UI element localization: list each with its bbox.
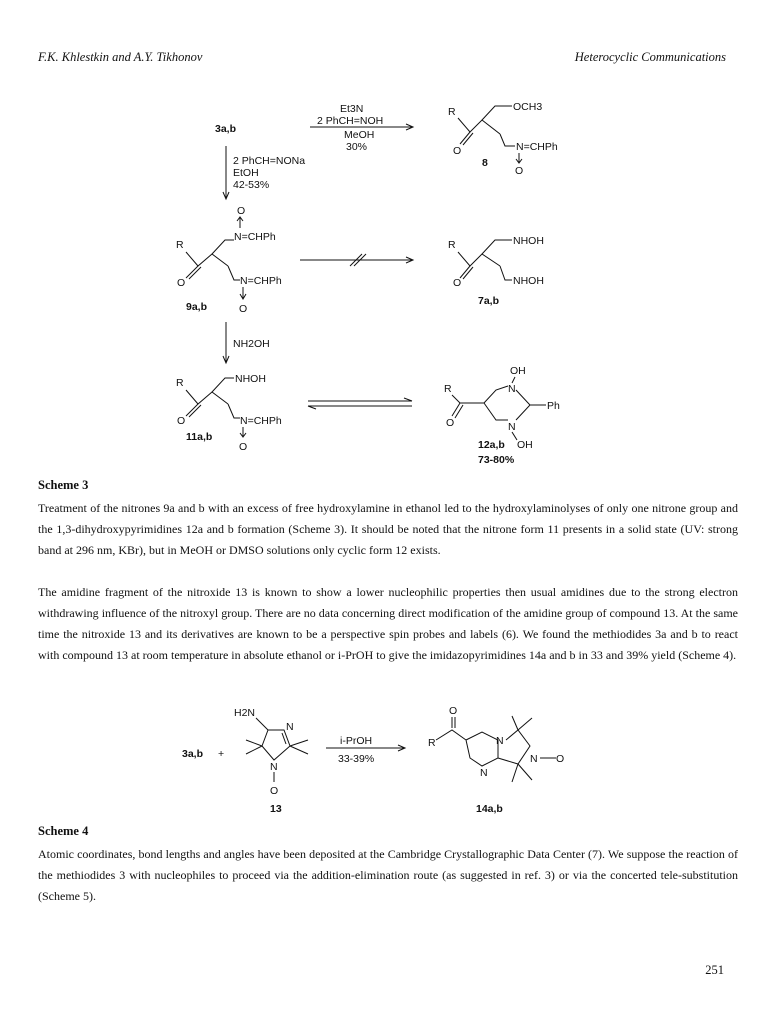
svg-text:O: O <box>453 277 462 289</box>
reagent-iproh: i-PrOH <box>340 735 373 747</box>
running-head-authors: F.K. Khlestkin and A.Y. Tikhonov <box>38 50 203 64</box>
structure-14 <box>428 705 564 815</box>
label-12ab: 12a,b <box>478 439 505 451</box>
reagent-meoh: MeOH <box>344 129 375 141</box>
svg-text:N: N <box>508 383 516 395</box>
svg-text:N: N <box>496 735 504 747</box>
structure-7 <box>448 235 544 307</box>
scheme-4-diagram <box>0 700 776 820</box>
svg-text:R: R <box>444 383 452 395</box>
page-number: 251 <box>705 963 724 977</box>
label-3ab: 3a,b <box>215 123 237 135</box>
structure-12 <box>444 365 560 466</box>
structure-11 <box>176 373 282 453</box>
reagent-phchnona: 2 PhCH=NONa <box>233 155 306 167</box>
svg-text:H2N: H2N <box>234 707 256 719</box>
reagent-yield-30: 30% <box>346 141 368 153</box>
svg-text:O: O <box>515 165 524 177</box>
svg-text:O: O <box>453 145 462 157</box>
label-3ab-s4: 3a,b <box>182 748 204 760</box>
svg-text:O: O <box>449 705 458 717</box>
yield-12: 73-80% <box>478 454 515 466</box>
svg-text:O: O <box>177 277 186 289</box>
svg-text:O: O <box>177 415 186 427</box>
svg-text:N: N <box>530 753 538 765</box>
svg-text:R: R <box>176 239 184 251</box>
running-head-journal: Heterocyclic Communications <box>574 50 726 64</box>
svg-text:NHOH: NHOH <box>513 235 544 247</box>
svg-text:N=CHPh: N=CHPh <box>516 141 558 153</box>
label-7ab: 7a,b <box>478 295 500 307</box>
scheme-3-diagram <box>0 90 776 480</box>
svg-text:O: O <box>270 785 279 797</box>
svg-text:O: O <box>239 303 248 315</box>
paragraph-2: The amidine fragment of the nitroxide 13 is known to show a lower nucleophilic properties then usual amidines due to the strong electron withdrawing influence of the nitroxyl group. There are no data concerning direct modification of the amidine group of compound 13. At the same time the nitroxide 13 and its derivatives are known to be a perspective spin probes and labels (6). We found the methiodides 3a and b to react with compound 13 at room temperature in absolute ethanol or i-PrOH to give the imidazopyrimidines 14a and b in 33 and 39% yield (Scheme 4). <box>38 585 738 662</box>
paragraph-1: Treatment of the nitrones 9a and b with an excess of free hydroxylamine in ethanol led to the hydroxylaminolyses of only one nitrone group and the 1,3-dihydroxypyrimidines 12a and b formation (Scheme 3). It should be noted that the nitrone form 11 presents in a solid state (UV: strong band at 296 nm, KBr), but in MeOH or DMSO solutions only cyclic form 12 exists. <box>38 501 738 557</box>
svg-text:OH: OH <box>517 439 533 451</box>
svg-text:Ph: Ph <box>547 400 560 412</box>
plus-sign: + <box>218 748 225 760</box>
svg-text:R: R <box>448 239 456 251</box>
svg-text:N=CHPh: N=CHPh <box>234 231 276 243</box>
structure-8 <box>448 101 558 177</box>
paragraph-3: Atomic coordinates, bond lengths and angles have been deposited at the Cambridge Crystallographic Data Center (7). We suppose the reaction of the methiodides 3 with nucleophiles to proceed via the addition-elimination route (as suggested in ref. 3) or via the concerted tele-substitution (Scheme 5). <box>38 847 738 903</box>
svg-text:R: R <box>428 737 436 749</box>
svg-text:N: N <box>480 767 488 779</box>
svg-text:N: N <box>508 421 516 433</box>
label-9ab: 9a,b <box>186 301 208 313</box>
structure-13 <box>234 707 308 815</box>
reagent-yield-42-53: 42-53% <box>233 179 270 191</box>
scheme-4-caption: Scheme 4 <box>38 824 89 838</box>
svg-text:N=CHPh: N=CHPh <box>240 275 282 287</box>
reagent-etoh: EtOH <box>233 167 259 179</box>
svg-text:O: O <box>446 417 455 429</box>
label-8: 8 <box>482 157 488 169</box>
reagent-yield-33-39: 33-39% <box>338 753 375 765</box>
svg-text:O: O <box>556 753 565 765</box>
svg-text:R: R <box>448 106 456 118</box>
label-13: 13 <box>270 803 282 815</box>
reagent-et3n: Et3N <box>340 103 364 115</box>
svg-text:N: N <box>270 761 278 773</box>
svg-text:NHOH: NHOH <box>235 373 266 385</box>
svg-text:N=CHPh: N=CHPh <box>240 415 282 427</box>
label-11ab: 11a,b <box>186 431 213 443</box>
reagent-nh2oh: NH2OH <box>233 338 270 350</box>
svg-text:O: O <box>239 441 248 453</box>
svg-text:OH: OH <box>510 365 526 377</box>
svg-text:R: R <box>176 377 184 389</box>
svg-text:O: O <box>237 205 246 217</box>
svg-text:N: N <box>286 721 294 733</box>
svg-text:OCH3: OCH3 <box>513 101 543 113</box>
scheme-3-caption: Scheme 3 <box>38 478 89 492</box>
label-14ab: 14a,b <box>476 803 503 815</box>
svg-text:NHOH: NHOH <box>513 275 544 287</box>
reagent-phchnoh: 2 PhCH=NOH <box>317 115 384 127</box>
structure-9 <box>176 205 282 315</box>
